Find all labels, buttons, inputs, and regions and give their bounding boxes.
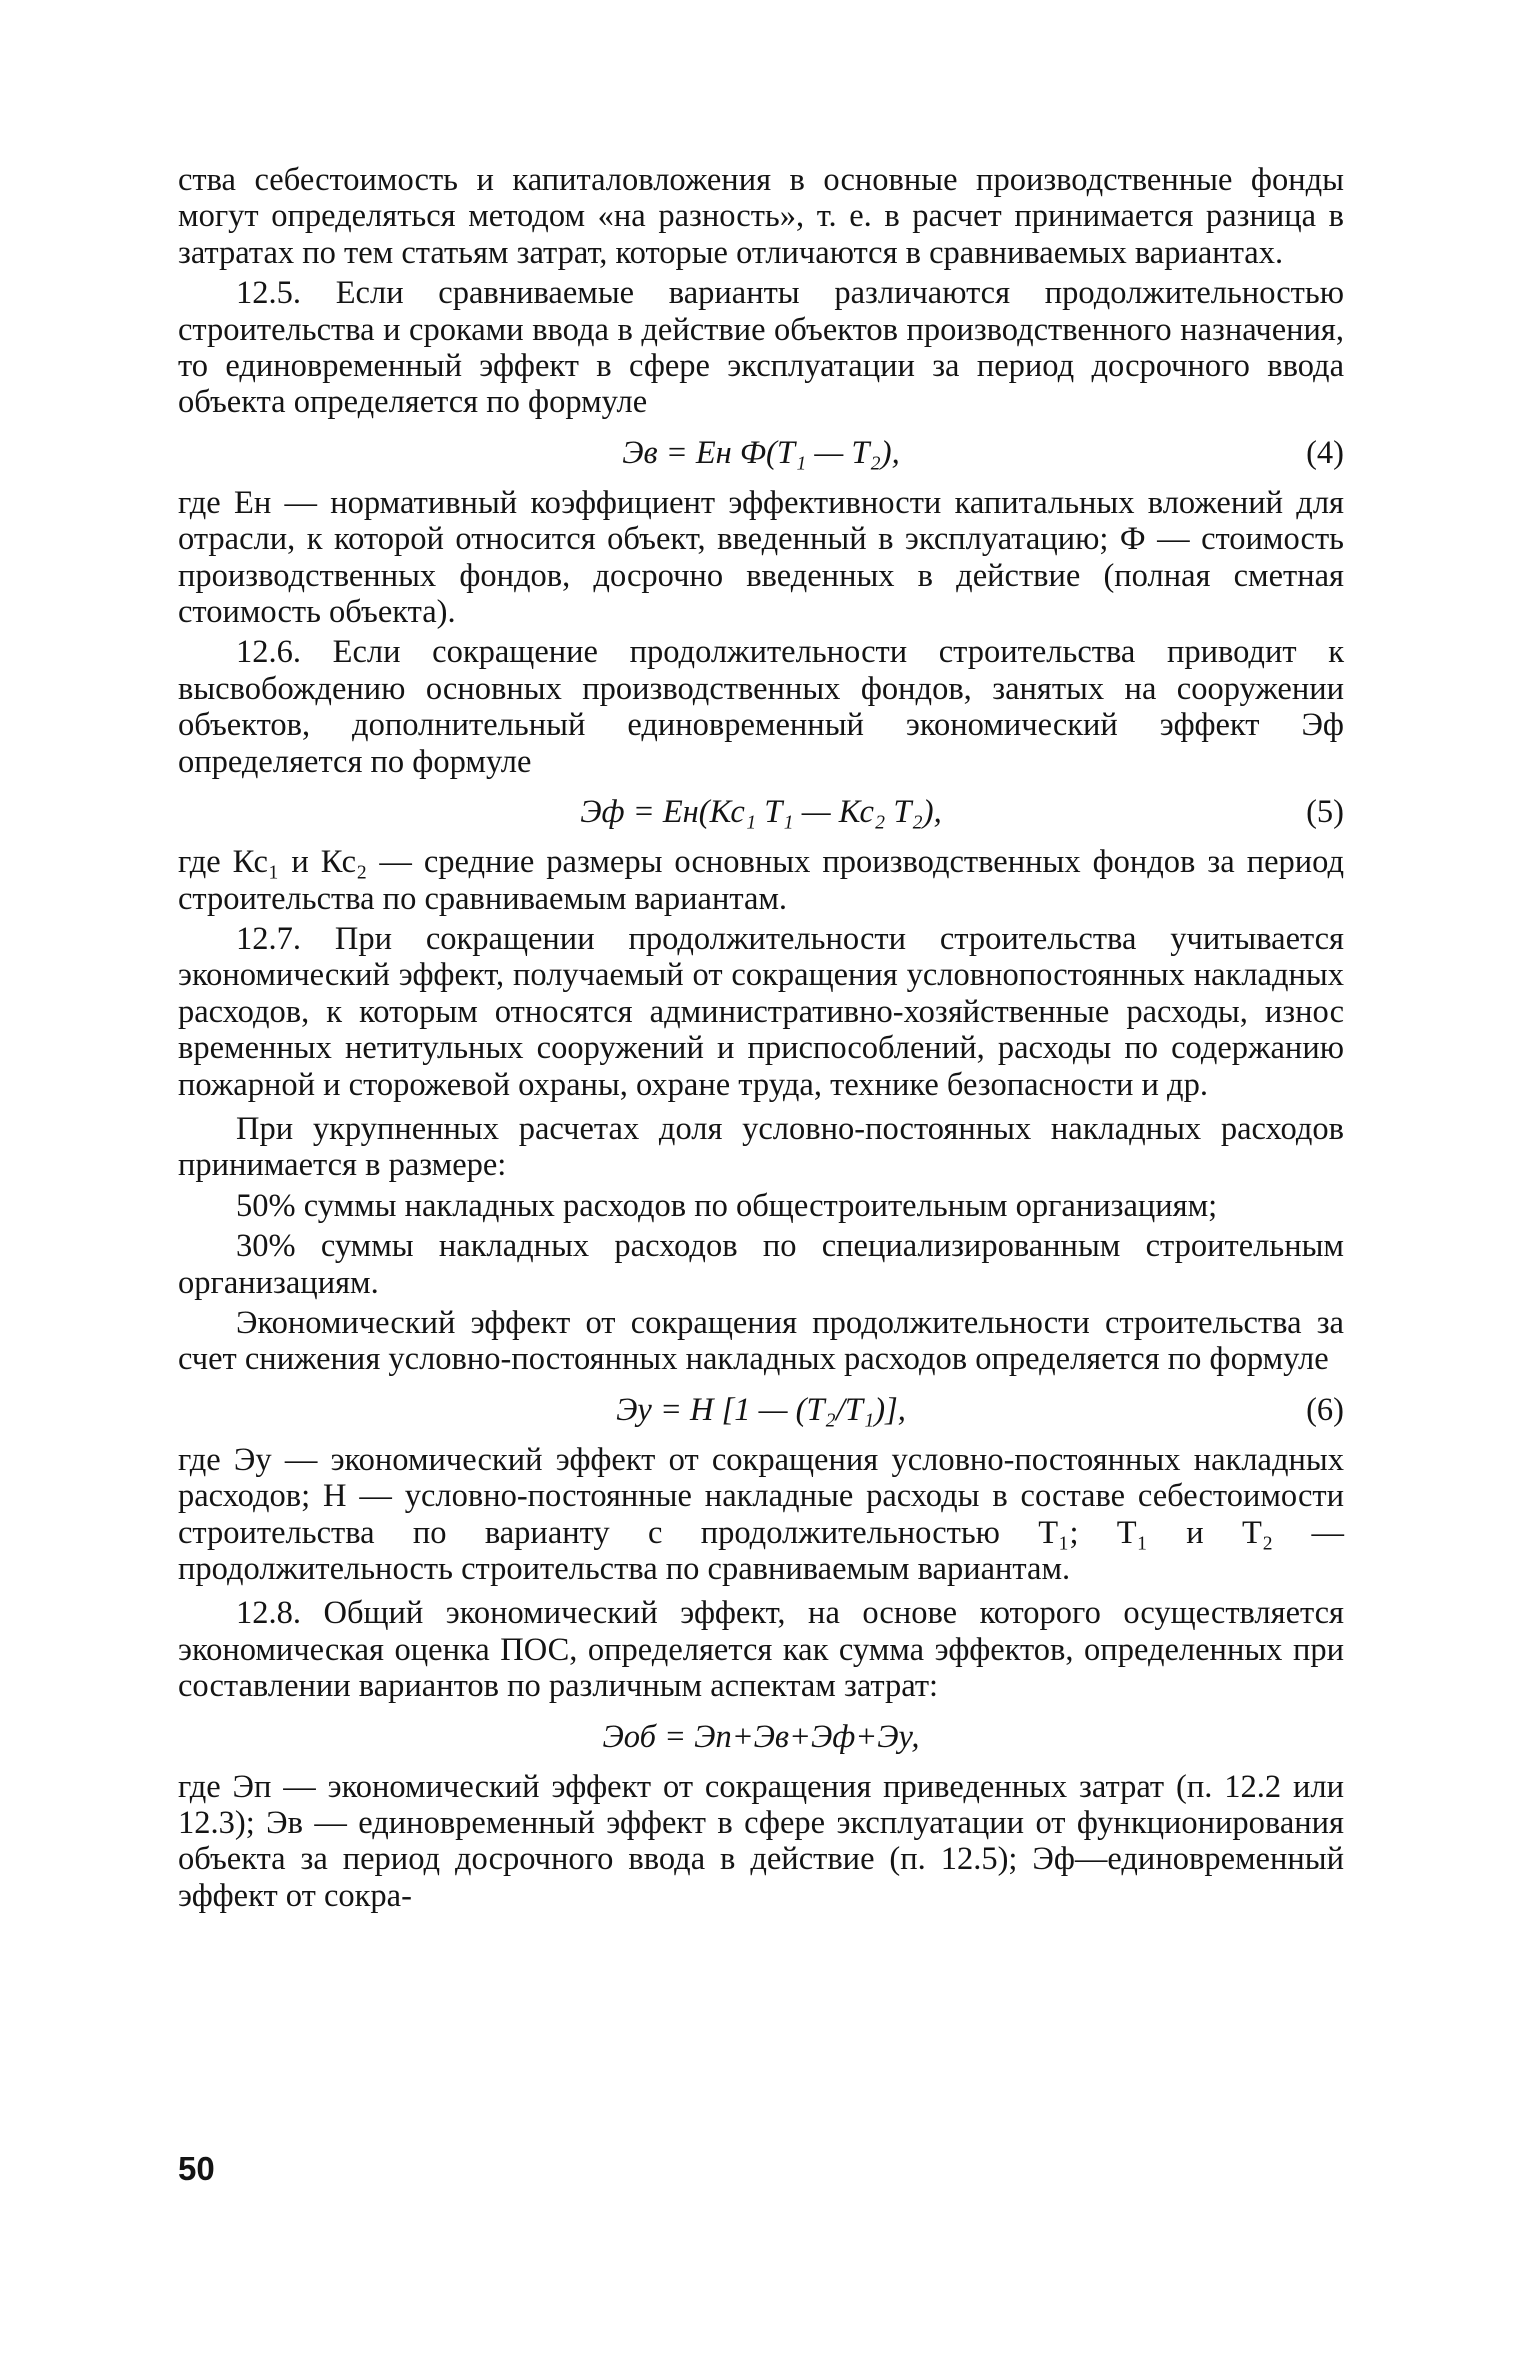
formula-5-number: (5) [1306,794,1344,831]
paragraph-formula-total-legend: где Эп — экономический эффект от сокращения приведенных затрат (п. 12.2 или 12.3); Эв — единовременный эффект в сфере эксплуатации от функционирования объекта за период досрочного ввода в действие (п. 12.5); Эф—единовременный эффект от сокра- [178,1768,1344,1914]
formula-4-number: (4) [1306,434,1344,471]
paragraph-continuation: ства себестоимость и капиталовложения в основные производственные фонды могут определяться методом «на разность», т. е. в расчет принимается разница в затратах по тем статьям затрат, которые отличаются в сравниваемых вариантах. [178,162,1344,271]
paragraph-formula-5-legend: где Кс₁ и Кс₂ — средние размеры основных производственных фондов за период строительства по сравниваемым вариантам. [178,844,1344,917]
list-item-30-percent: 30% суммы накладных расходов по специализированным строительным организациям. [178,1228,1344,1301]
page-body [178,162,1344,1914]
formula-6 [178,1390,1344,1430]
paragraph-overhead-share: При укрупненных расчетах доля условно-постоянных накладных расходов принимается в размере: [178,1110,1344,1184]
formula-total-expression: Эоб = Эп+Эв+Эф+Эу, [602,1718,920,1755]
paragraph-12-5: 12.5. Если сравниваемые варианты различаются продолжительностью строительства и сроками ввода в действие объектов производственного назначения, то единовременный эффект в сфере эксплуатации за период досрочного ввода объекта определяется по формуле [178,275,1344,421]
paragraph-formula-6-legend: где Эу — экономический эффект от сокращения условно-постоянных накладных расходов; Н — условно-постоянные накладные расходы в составе себестоимости строительства по варианту с продолжительностью Т₁; Т₁ и Т₂ — продолжительность строительства по сравниваемым вариантам. [178,1441,1344,1587]
paragraph-12-6: 12.6. Если сокращение продолжительности строительства приводит к высвобождению основных производственных фондов, занятых на сооружении объектов, дополнительный единовременный экономический эффект Эф определяется по формуле [178,634,1344,780]
formula-6-expression: Эу = Н [1 — (Т₂/Т₁)], [616,1391,906,1428]
formula-4-expression: Эв = Ен Ф(Т₁ — Т₂), [622,434,900,471]
list-item-50-percent: 50% суммы накладных расходов по общестроительным организациям; [236,1187,1218,1224]
paragraph-economic-effect: Экономический эффект от сокращения продолжительности строительства за счет снижения условно-постоянных накладных расходов определяется по формуле [178,1304,1344,1378]
paragraph-12-8: 12.8. Общий экономический эффект, на основе которого осуществляется экономическая оценка ПОС, определяется как сумма эффектов, определенных при составлении вариантов по различным аспектам затрат: [178,1595,1344,1705]
paragraph-12-7: 12.7. При сокращении продолжительности строительства учитывается экономический эффект, получаемый от сокращения условнопостоянных накладных расходов, к которым относятся административно-хозяйственные расходы, износ временных нетитульных сооружений и приспособлений, расходы по содержанию пожарной и сторожевой охраны, охране труда, технике безопасности и др. [178,920,1344,1103]
formula-6-number: (6) [1306,1391,1344,1428]
formula-5 [178,792,1344,832]
formula-total [178,1717,1344,1757]
page-number: 50 [178,2150,215,2187]
formula-4 [178,433,1344,473]
formula-5-expression: Эф = Ен(Кс₁ Т₁ — Кс₂ Т₂), [580,794,942,831]
paragraph-formula-4-legend: где Ен — нормативный коэффициент эффективности капитальных вложений для отрасли, к которой относится объект, введенный в эксплуатацию; Ф — стоимость производственных фондов, досрочно введенных в действие (полная сметная стоимость объекта). [178,484,1344,631]
